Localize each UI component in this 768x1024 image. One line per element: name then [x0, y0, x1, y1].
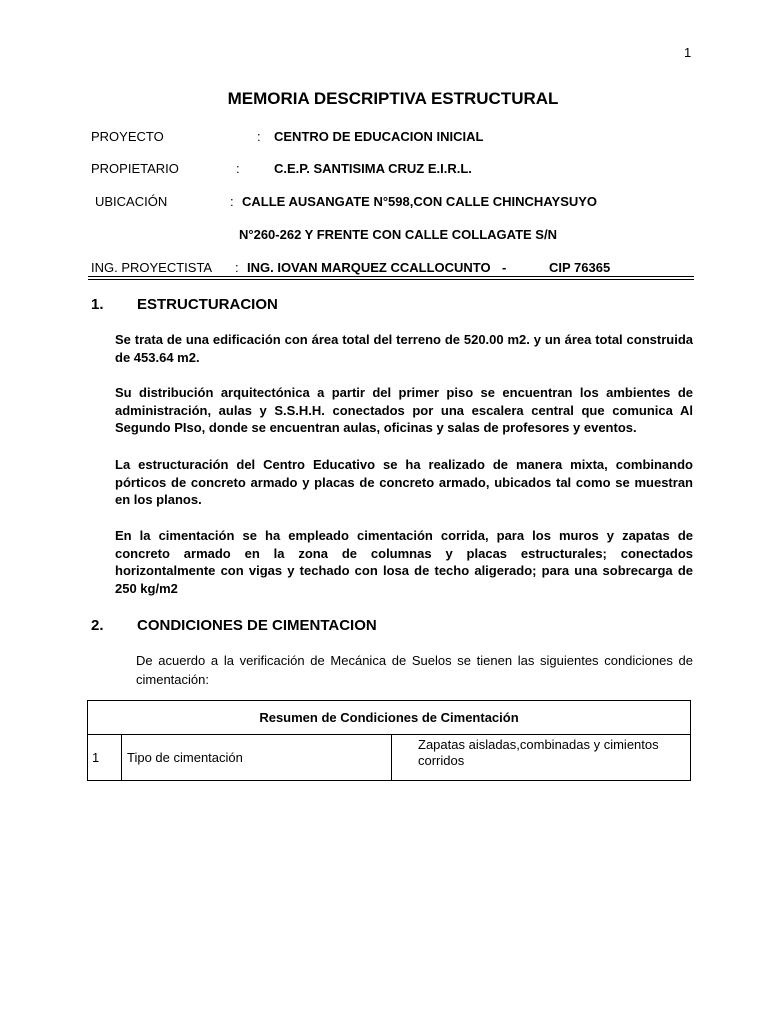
- proyecto-label: PROYECTO: [91, 129, 164, 144]
- cimentacion-summary-table: [87, 700, 691, 781]
- table-cell-number: 1: [88, 735, 122, 781]
- section1-paragraph: En la cimentación se ha empleado cimentación corrida, para los muros y zapatas de concreto armado en la zona de columnas y placas estructurales; conectados horizontalmente con vigas y techado con losa de techo aligerado; para una sobrecarga de 250 kg/m2: [115, 528, 693, 596]
- document-title: MEMORIA DESCRIPTIVA ESTRUCTURAL: [227, 89, 559, 108]
- ubicacion-value-line1: CALLE AUSANGATE N°598,CON CALLE CHINCHAYSUYO: [242, 194, 598, 209]
- header-rule-top: [88, 276, 694, 277]
- ubicacion-sep: :: [230, 194, 234, 209]
- section2-number: 2.: [91, 617, 104, 634]
- section2-title: CONDICIONES DE CIMENTACION: [137, 617, 377, 634]
- cip-number: CIP 76365: [549, 260, 611, 275]
- proyecto-value: CENTRO DE EDUCACION INICIAL: [274, 129, 484, 144]
- section1-number: 1.: [91, 296, 104, 313]
- propietario-label: PROPIETARIO: [91, 161, 179, 176]
- ingeniero-value: ING. IOVAN MARQUEZ CCALLOCUNTO: [247, 260, 491, 275]
- section2-intro: De acuerdo a la verificación de Mecánica de Suelos se tienen las siguientes condiciones de cimentación:: [136, 653, 693, 687]
- table-header-cell: Resumen de Condiciones de Cimentación: [88, 701, 691, 735]
- table-cell-value: Zapatas aisladas,combinadas y cimientos corridos: [392, 735, 691, 781]
- header-rule-bottom: [88, 279, 694, 280]
- page-number: 1: [684, 45, 692, 60]
- ingeniero-dash: -: [502, 260, 507, 275]
- section1-paragraph: La estructuración del Centro Educativo se ha realizado de manera mixta, combinando pórticos de concreto armado y placas de concreto armado, ubicados tal como se muestran en los planos.: [115, 457, 693, 508]
- ubicacion-value-line2: N°260-262 Y FRENTE CON CALLE COLLAGATE S/N: [239, 227, 557, 242]
- table-cell-field: Tipo de cimentación: [122, 735, 392, 781]
- section1-paragraph: Su distribución arquitectónica a partir del primer piso se encuentran los ambientes de administración, aulas y S.S.H.H. conectados por una escalera central que comunica Al Segundo PIso, donde se encuentran aulas, oficinas y salas de profesores y eventos.: [115, 385, 693, 436]
- table-header-row: [88, 701, 691, 735]
- ingeniero-sep: :: [235, 260, 239, 275]
- ubicacion-label: UBICACIÓN: [95, 194, 168, 209]
- section1-paragraph: Se trata de una edificación con área total del terreno de 520.00 m2. y un área total construida de 453.64 m2.: [115, 332, 693, 365]
- propietario-sep: :: [236, 161, 240, 176]
- ingeniero-label: ING. PROYECTISTA: [91, 260, 213, 275]
- proyecto-sep: :: [257, 129, 261, 144]
- table-row: [88, 735, 691, 781]
- propietario-value: C.E.P. SANTISIMA CRUZ E.I.R.L.: [274, 161, 472, 176]
- section1-title: ESTRUCTURACION: [137, 296, 278, 313]
